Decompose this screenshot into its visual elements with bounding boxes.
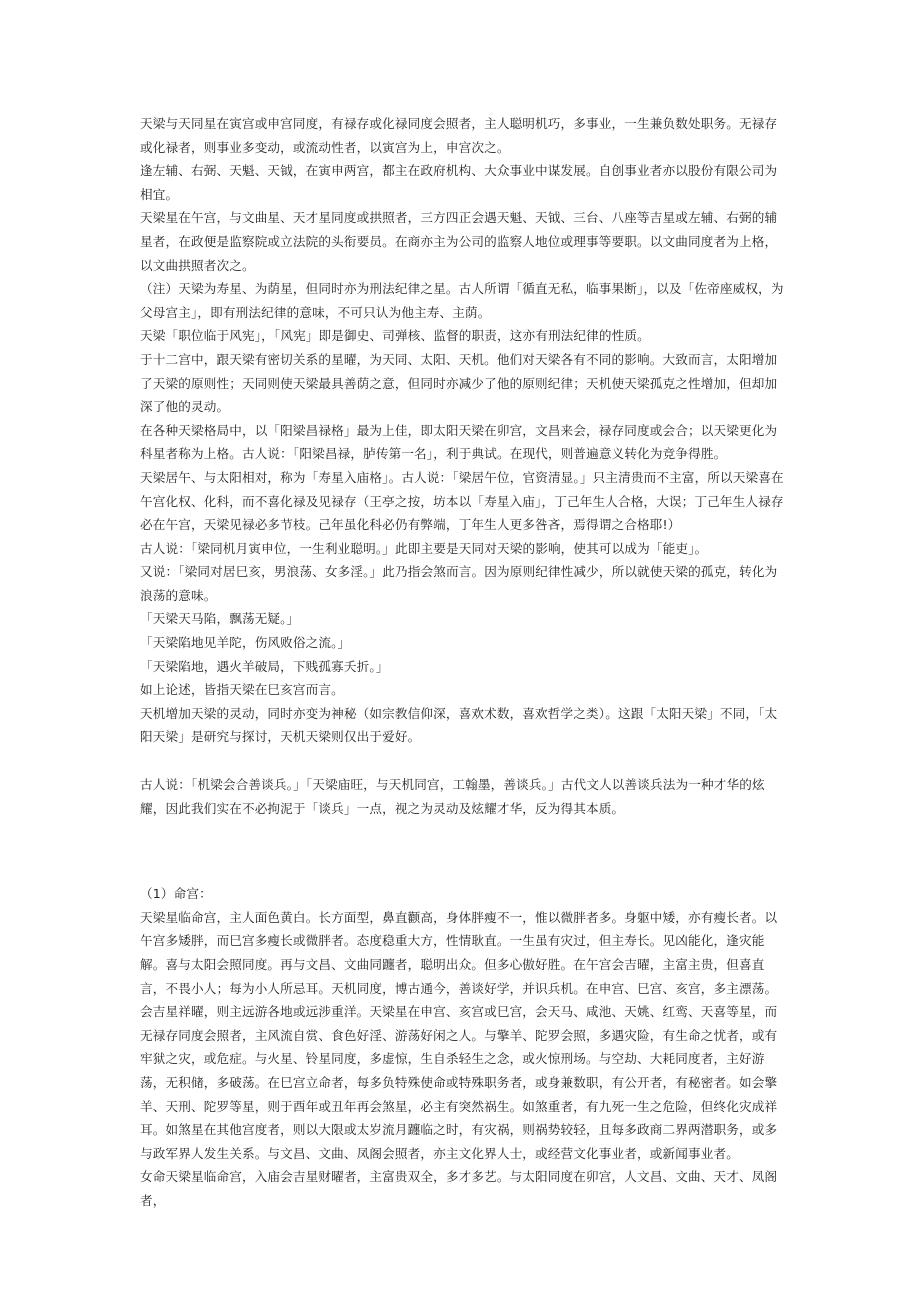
paragraph: 于十二宫中，跟天梁有密切关系的星曜，为天同、太阳、天机。他们对天梁各有不同的影响。大致而言，太阳增加了天梁的原则性；天同则使天梁最具善荫之意，但同时亦减少了他的原则纪律；天机使天梁孤克之性增加，但却加深了他的灵动。: [140, 351, 778, 415]
paragraph: 天梁星临命宫，主人面色黄白。长方面型，鼻直颧高，身体胖瘦不一，惟以微胖者多。身躯中矮，亦有瘦长者。以午宫多矮胖，而巳宫多瘦长或微胖者。态度稳重大方，性情耿直。一生虽有灾过，但主寿长。见凶能化，逢灾能解。喜与太阳会照同度。再与文昌、文曲同躔者，聪明出众。但多心傲好胜。在午宫会吉曜，主富主贵，但喜直言，不畏小人；每为小人所忌耳。天机同度，博古通今，善谈好学，并识兵机。在申宫、巳宫、亥宫，多主漂荡。会吉星祥曜，则主远游各地或远涉重洋。天梁星在申宫、亥宫或巳宫，会天马、咸池、天姚、红鸾、天喜等星，而无禄存同度会照者，主风流自赏、食色好淫、游荡好闲之人。与擎羊、陀罗会照，多遇灾险，有生命之忧者，或有牢狱之灾，或危症。与火星、铃星同度，多虚惊，生自杀轻生之念，或火惊刑场。与空劫、大耗同度者，主好游荡，无积储，多破荡。在巳宫立命者，每多负特殊使命或特殊职务者，或身兼数职，有公开者，有秘密者。如会擎羊、天刑、陀罗等星，则于酉年或丑年再会煞星，必主有突然祸生。如煞重者，有九死一生之危险，但终化灾成祥耳。如煞星在其他宫度者，则以大限或太岁流月躔临之时，有灾祸，则祸势较轻，且每多政商二界两潜职务，或多与政军界人发生关系。与文昌、文曲、凤阁会照者，亦主文化界人士，或经营文化事业者，或新闻事业者。: [140, 909, 778, 1161]
paragraph: 在各种天梁格局中，以「阳梁昌禄格」最为上佳，即太阳天梁在卯宫，文昌来会，禄存同度或会合；以天梁更化为科星者称为上格。古人说：「阳梁昌禄，胪传第一名」，利于典试。在现代，则普遍意义转化为竞争得胜。: [140, 422, 778, 462]
paragraph: 又说：「梁同对居巳亥，男浪荡、女多淫。」此乃指会煞而言。因为原则纪律性减少，所以就使天梁的孤克，转化为浪荡的意味。: [140, 564, 778, 603]
paragraph: 天梁与天同星在寅宫或申宫同度，有禄存或化禄同度会照者，主人聪明机巧，多事业，一生兼负数处职务。无禄存或化禄者，则事业多变动，或流动性者，以寅宫为上，申宫次之。: [140, 116, 778, 155]
paragraph: 古人说：「机梁会合善谈兵。」「天梁庙旺，与天机同宫，工翰墨，善谈兵。」古代文人以善谈兵法为一种才华的炫耀，因此我们实在不必拘泥于「谈兵」一点，视之为灵动及炫耀才华，反为得其本质。: [140, 777, 765, 816]
paragraph: 女命天梁星临命宫，入庙会吉星财曜者，主富贵双全，多才多艺。与太阳同度在卯宫，人文昌、文曲、天才、凤阁者，: [140, 1169, 778, 1208]
quote-line: 「天梁陷地见羊陀，伤风败俗之流。」: [140, 635, 351, 651]
quote-line: 「天梁陷地，遇火羊破局，下贱孤寡夭折。」: [140, 658, 389, 674]
paragraph: 天梁居午、与太阳相对，称为「寿星入庙格」。古人说：「梁居午位，官资清显。」只主清贵而不主富，所以天梁喜在午宫化权、化科，而不喜化禄及见禄存（王亭之按，坊本以「寿星入庙」，丁己年生人合格，大误；丁己年生人禄存必在午宫，天梁见禄必多节枝。己年虽化科必仍有弊端，丁年生人更多咎吝，焉得谓之合格耶!）: [140, 469, 784, 533]
quote-line: 「天梁天马陷，飘荡无疑。」: [140, 611, 300, 627]
document-body: [140, 112, 785, 1213]
paragraph: 天梁「职位临于风宪」，「风宪」即是御史、司弹核、监督的职责，这亦有刑法纪律的性质。: [140, 328, 650, 344]
paragraph: 天机增加天梁的灵动，同时亦变为神秘（如宗教信仰深，喜欢术数，喜欢哲学之类）。这跟「太阳天梁」不同，「太阳天梁」是研究与探讨，天机天梁则仅出于爱好。: [140, 705, 778, 745]
paragraph: 如上论述，皆指天梁在巳亥宫而言。: [140, 682, 344, 698]
spacer: [140, 820, 785, 882]
spacer: [140, 749, 785, 773]
section-heading: （1）命宫：: [140, 886, 212, 902]
paragraph: 古人说：「梁同机月寅申位，一生利业聪明。」此即主要是天同对天梁的影响，使其可以成为「能吏」。: [140, 540, 708, 556]
paragraph: 逢左辅、右弼、天魁、天钺，在寅申两宫，都主在政府机构、大众事业中谋发展。自创事业者亦以股份有限公司为相宜。: [140, 163, 778, 202]
paragraph: 天梁星在午宫，与文曲星、天才星同度或拱照者，三方四正会遇天魁、天钺、三台、八座等吉星或左辅、右弼的辅星者，在政便是监察院或立法院的头衔要员。在商亦主为公司的监察人地位或理事等要职。以文曲同度者为上格，以文曲拱照者次之。: [140, 210, 778, 273]
paragraph: （注）天梁为寿星、为荫星，但同时亦为刑法纪律之星。古人所谓「循直无私，临事果断」，以及「佐帝座威权，为父母宫主」，即有刑法纪律的意味，不可只认为他主寿、主荫。: [140, 281, 784, 320]
